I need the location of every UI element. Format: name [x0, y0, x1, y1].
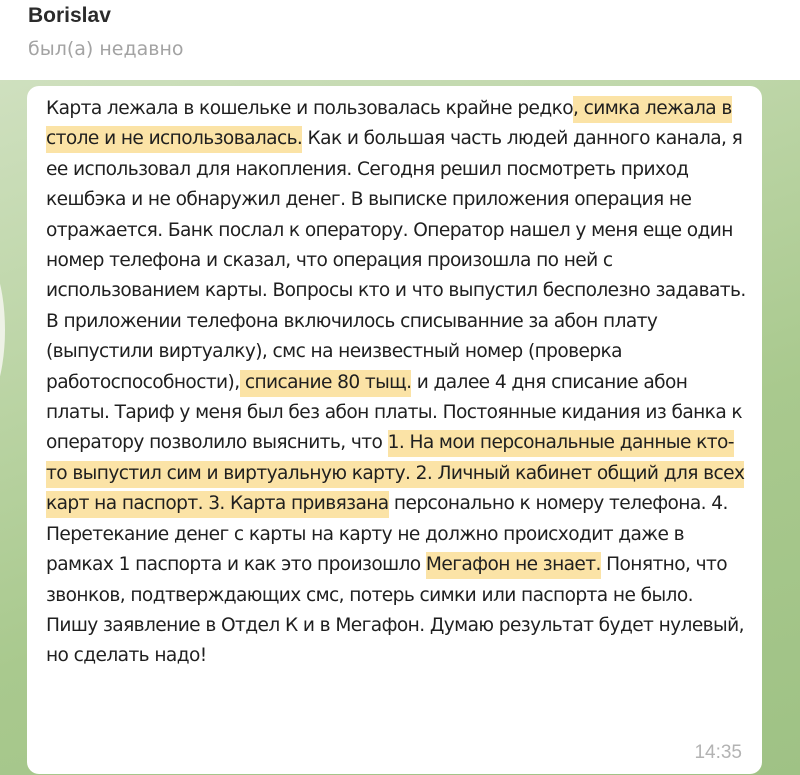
message-text-segment: персонально к номеру телефона. 4. Перетекание денег с карты на карту не должно происходит даже в рамках 1 паспорта и как это произошло	[46, 493, 728, 576]
message-text-highlight: Мегафон не знает.	[426, 552, 601, 579]
message-text-segment: Понятно, что звонков, подтверждающих смс, потерь симки или паспорта не было. Пишу заявление в Отдел К и в Мегафон. Думаю результат будет нулевый, но сделать надо!	[46, 554, 744, 667]
message-text-highlight: , симка лежала в столе и не использовалась.	[46, 96, 732, 153]
message-text-segment: Как и большая часть людей данного канала, я ее использовал для накопления. Сегодня решил посмотреть приход кешбэка и не обнаружил денег. В выписке приложения операция не отражается. Банк послал к оператору. Оператор нашел у меня еще один номер телефона и сказал, что операция произошла по ней с использованием карты. Вопросы кто и что выпустил бесполезно задавать. В приложении телефона включилось списыванние за абон плату (выпустили виртуалку), смс на неизвестный номер (проверка работоспособности),	[46, 128, 746, 393]
contact-status: был(а) недавно	[28, 38, 184, 60]
message-text	[46, 94, 746, 672]
chat-header	[0, 0, 800, 80]
message-bubble[interactable]	[27, 86, 762, 774]
message-time: 14:35	[694, 742, 742, 763]
message-text-segment: и далее 4 дня списание абон платы. Тариф у меня был без абон платы. Постоянные кидания из банка к оператору позволило выяснить, что	[46, 371, 743, 454]
message-text-highlight: 1. На мои персональные данные кто-то выпустил сим и виртуальную карту. 2. Личный кабинет общий для всех карт на паспорт. 3. Карта привязана	[46, 430, 744, 518]
contact-name[interactable]: Borislav	[28, 4, 111, 27]
message-text-highlight: списание 80 тыщ.	[240, 370, 412, 397]
message-text-segment: Карта лежала в кошельке и пользовалась крайне редко	[46, 98, 574, 119]
